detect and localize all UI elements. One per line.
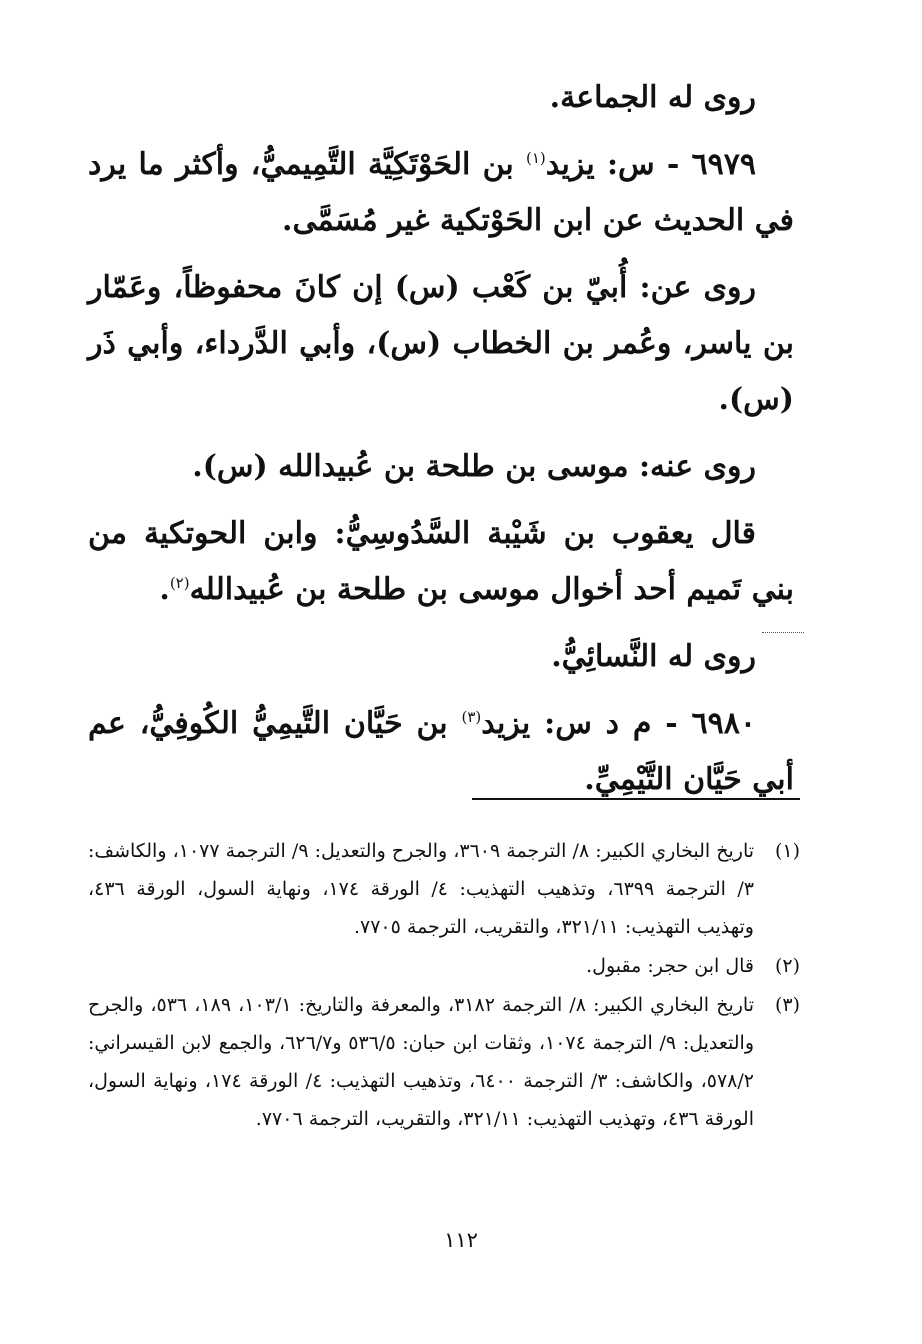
dotted-mark — [762, 632, 804, 633]
footnote-text: تاريخ البخاري الكبير: ٨/ الترجمة ٣٦٠٩، والجرح والتعديل: ٩/ الترجمة ١٠٧٧، والكاشف: ٣/ الترجمة ٦٣٩٩، وتذهيب التهذيب: ٤/ الورقة ١٧٤، ونهاية السول، الورقة ٤٣٦، وتهذيب التهذيب: ٣٢١/١١، والتقريب، الترجمة ٧٧٠٥. — [88, 840, 755, 938]
paragraph-narrated-from — [88, 260, 794, 428]
paragraph-text: . — [159, 572, 170, 607]
paragraph-text: قال يعقوب بن شَيْبة السَّدُوسِيُّ: وابن الحوتكية من بني تَميم أحد أخوال موسى بن طلحة بن عُبيدالله — [88, 516, 794, 607]
footnote-3 — [88, 986, 800, 1138]
footnote-text: تاريخ البخاري الكبير: ٨/ الترجمة ٣١٨٢، والمعرفة والتاريخ: ١٠٣/١، ١٨٩، ٥٣٦، والجرح والتعديل: ٩/ الترجمة ١٠٧٤، وثقات ابن حبان: ٥٣٦/٥ و٦٢٦/٧، والجمع لابن القيسراني: ٥٧٨/٢، والكاشف: ٣/ الترجمة ٦٤٠٠، وتذهيب التهذيب: ٤/ الورقة ١٧٤، ونهاية السول، الورقة ٤٣٦، وتهذيب التهذيب: ٣٢١/١١، والتقريب، الترجمة ٧٧٠٦. — [88, 994, 755, 1130]
paragraph-quote — [88, 506, 794, 618]
footnote-2 — [88, 947, 800, 985]
footnotes — [88, 832, 800, 1139]
main-text — [88, 70, 794, 819]
paragraph-text: روى عن: أُبيّ بن كَعْب (س) إن كانَ محفوظاً، وعَمّار بن ياسر، وعُمر بن الخطاب (س)، وأبي الدَّرداء، وأبي ذَر (س). — [88, 270, 794, 417]
footnote-number: (٢) — [774, 955, 800, 977]
footnote-ref-1: (١) — [525, 149, 546, 167]
paragraph-narrated-by-group — [88, 70, 794, 126]
footnote-ref-2: (٢) — [169, 574, 190, 592]
entry-text: بن حَيَّان التَّيمِيُّ الكُوفِيُّ، عم أبي حَيَّان التَّيْمِيِّ. — [88, 706, 794, 797]
paragraph-text: روى له الجماعة. — [549, 80, 756, 115]
entry-heading: ٦٩٧٩ - س: يزيد — [545, 147, 756, 182]
entry-text: بن الحَوْتَكِيَّة التَّمِيميُّ، وأكثر ما يرد في الحديث عن ابن الحَوْتكية غير مُسَمَّى. — [88, 147, 794, 238]
paragraph-narrated-by — [88, 439, 794, 495]
footnote-ref-3: (٣) — [461, 708, 482, 726]
paragraph-text: روى عنه: موسى بن طلحة بن عُبيدالله (س). — [192, 449, 756, 484]
paragraph-text: روى له النَّسائِيُّ. — [551, 639, 756, 674]
page-number: ١١٢ — [444, 1228, 478, 1252]
paragraph-nasai — [88, 629, 794, 685]
footnote-1 — [88, 832, 800, 946]
footnote-separator — [472, 798, 800, 800]
footnote-number: (٣) — [774, 994, 800, 1016]
entry-6979 — [88, 137, 794, 249]
entry-heading: ٦٩٨٠ - م د س: يزيد — [481, 706, 756, 741]
footnote-text: قال ابن حجر: مقبول. — [586, 955, 754, 977]
entry-6980 — [88, 696, 794, 808]
footnote-number: (١) — [774, 840, 800, 862]
